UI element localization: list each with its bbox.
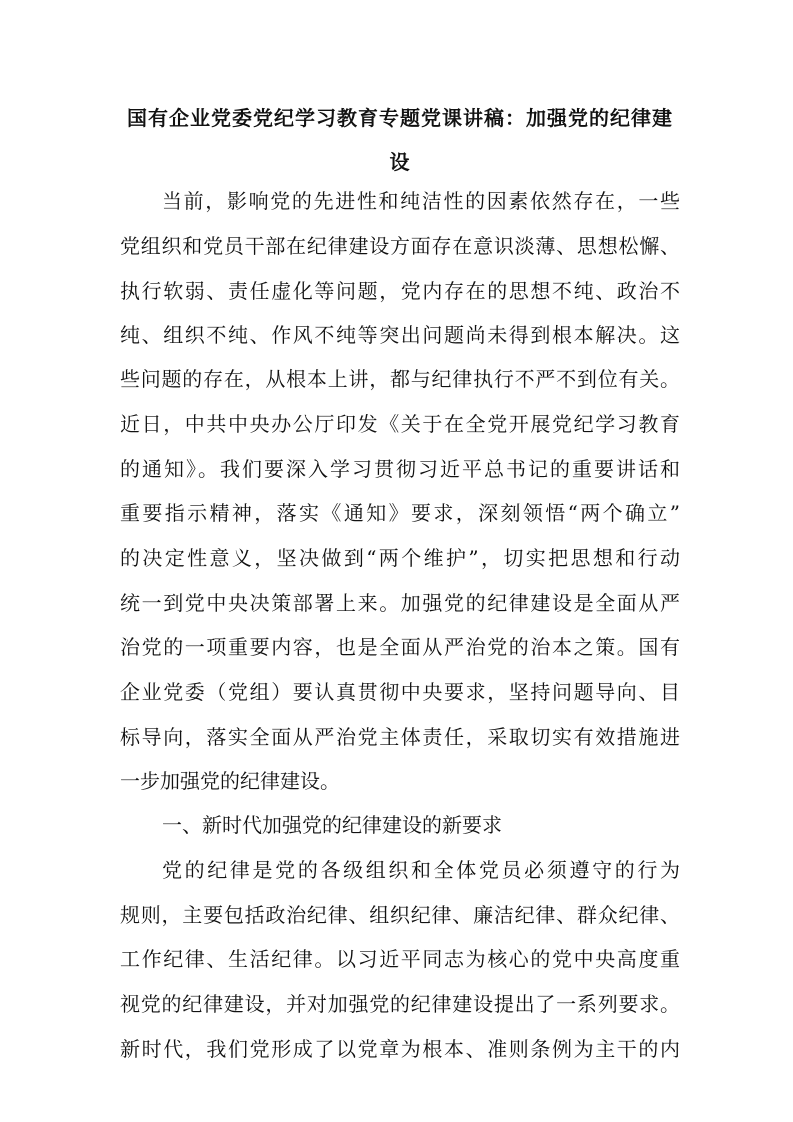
paragraph-line: 党组织和党员干部在纪律建设方面存在意识淡薄、思想松懈、 <box>120 234 680 258</box>
paragraph-line: 一步加强党的纪律建设。 <box>120 769 340 793</box>
paragraph-line: 些问题的存在，从根本上讲，都与纪律执行不严不到位有关。 <box>120 367 680 391</box>
paragraph-line: 标导向，落实全面从严治党主体责任，采取切实有效措施进 <box>120 725 680 749</box>
paragraph-line: 近日，中共中央办公厅印发《关于在全党开展党纪学习教育 <box>120 412 680 436</box>
paragraph-line: 治党的一项重要内容，也是全面从严治党的治本之策。国有 <box>120 635 680 659</box>
paragraph-line: 企业党委（党组）要认真贯彻中央要求，坚持问题导向、目 <box>120 680 680 704</box>
paragraph-line: 视党的纪律建设，并对加强党的纪律建设提出了一系列要求。 <box>120 992 680 1016</box>
paragraph-line: 规则，主要包括政治纪律、组织纪律、廉洁纪律、群众纪律、 <box>120 903 680 927</box>
paragraph-line: 新时代，我们党形成了以党章为根本、准则条例为主干的内 <box>120 1037 680 1061</box>
paragraph-line: 重要指示精神，落实《通知》要求，深刻领悟“两个确立” <box>120 501 680 525</box>
paragraph-line: 统一到党中央决策部署上来。加强党的纪律建设是全面从严 <box>120 591 680 615</box>
paragraph-line: 的决定性意义，坚决做到“两个维护”，切实把思想和行动 <box>120 546 680 570</box>
document-title: 国有企业党委党纪学习教育专题党课讲稿：加强党的纪律建 <box>127 106 673 130</box>
section-heading: 一、新时代加强党的纪律建设的新要求 <box>162 813 502 837</box>
paragraph-line: 的通知》。我们要深入学习贯彻习近平总书记的重要讲话和 <box>120 457 680 481</box>
paragraph-line: 纯、组织不纯、作风不纯等突出问题尚未得到根本解决。这 <box>120 323 680 347</box>
paragraph-line: 当前，影响党的先进性和纯洁性的因素依然存在，一些 <box>162 189 680 213</box>
paragraph-line: 党的纪律是党的各级组织和全体党员必须遵守的行为 <box>162 858 680 882</box>
document-title-continued: 设 <box>389 150 411 174</box>
paragraph-line: 执行软弱、责任虚化等问题，党内存在的思想不纯、政治不 <box>120 279 680 303</box>
paragraph-line: 工作纪律、生活纪律。以习近平同志为核心的党中央高度重 <box>120 947 680 971</box>
